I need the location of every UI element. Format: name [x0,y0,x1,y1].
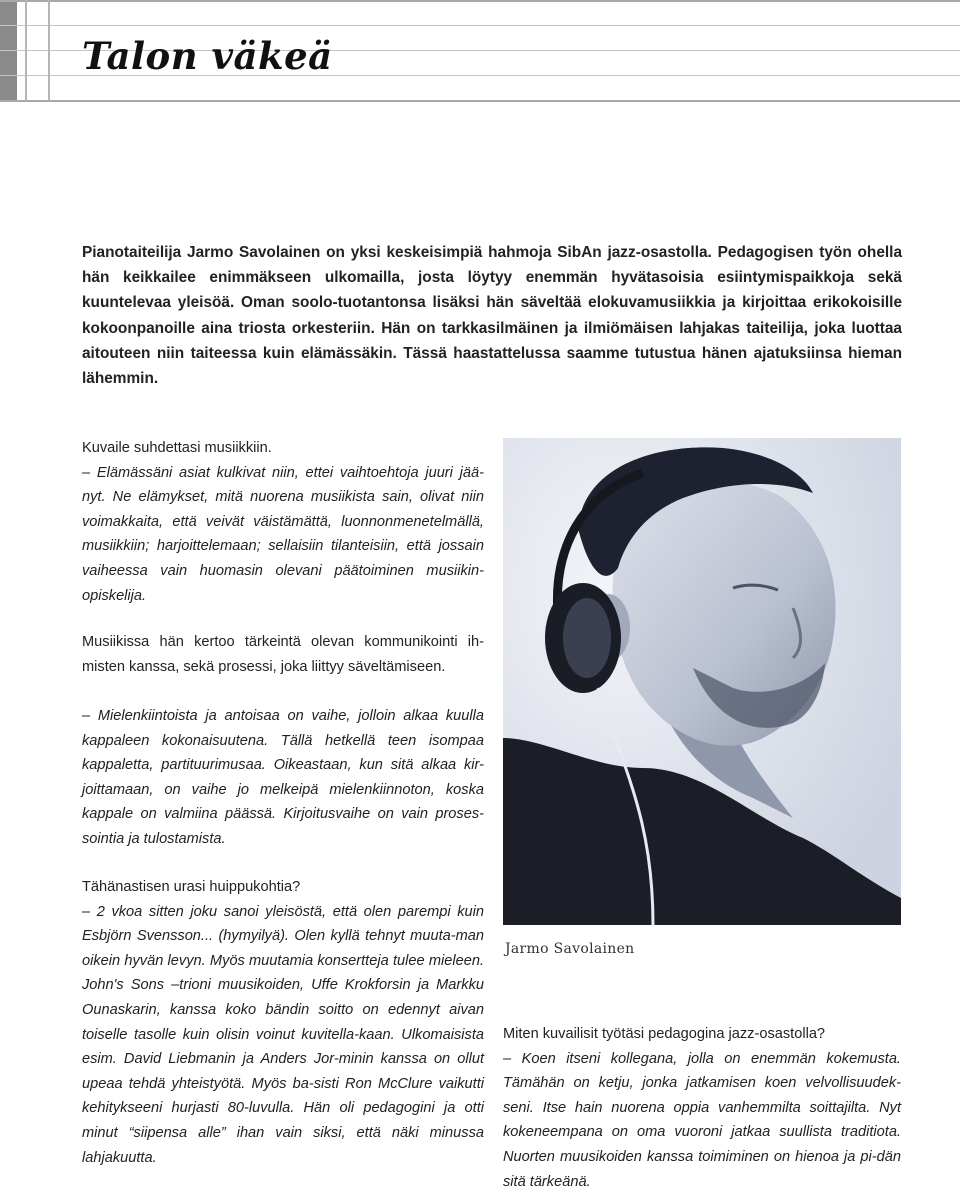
header-line [0,100,960,102]
left-column-block-1 [82,436,484,608]
answer-3: – 2 vkoa sitten joku sanoi yleisöstä, että olen parempi kuin Esbjörn Svensson... (hymyilyä). Olen kyllä tehnyt muuta-man oikein hyvän levyn. Myös muutamia konsertteja tulee mieleen. John's Sons –trioni muusikoiden, Uffe Krokforsin ja Markku Ounaskarin, kanssa koko bändin soitto on edennyt aivan toiselle tasolle kuin olisin voinut kuvitella-kaan. Ulkomaisista esim. David Liebmanin ja Anders Jor-minin kanssa on ollut upeaa tehdä yhteistyötä. Myös ba-sisti Ron McClure vaikutti kehitykseeni hurjasti 80-luvulla. Hän oli pedagogini ja otti minut “siipensa alle” ihan vain siksi, että näki minussa lahjakuutta. [82,903,484,1166]
portrait-photo [503,438,901,925]
statement-2: Musiikissa hän kertoo tärkeintä olevan kommunikointi ih-misten kanssa, sekä prosessi, joka liittyy säveltämiseen. [82,634,484,675]
intro-paragraph: Pianotaiteilija Jarmo Savolainen on yksi keskeisimpiä hahmoja SibAn jazz-osastolla. Pedagogisen työn ohella hän keikkailee enimmäkseen ulkomailla, josta löytyy enemmän hyvätasoisia esiintymispaikkoja sekä kuuntelevaa yleisöä. Oman soolo-tuotantonsa lisäksi hän säveltää elokuvamusiikkia ja kirjoittaa erikokoisille kokoonpanoille aina triosta orkesteriin. Hän on tarkkasilmäinen ja ilmiömäisen lahjakas taiteilija, joka luottaa aitouteen niin taiteessa kuin elämässäkin. Tässä haastattelussa saamme tutustua hänen ajatuksiinsa hieman lähemmin. [82,244,902,388]
photo-caption: Jarmo Savolainen [505,941,635,957]
left-column-block-2 [82,630,484,679]
right-column-block [503,1022,901,1194]
answer-1: – Elämässäni asiat kulkivat niin, ettei vaihtoehtoja juuri jää-nyt. Ne elämykset, mitä nuorena musiikista sain, olivat niin voimakkaita, että veivät väistämättä, luonnonmenetelmällä, musiikkiin; harjoittelemaan; sellaisiin tilanteisiin, että jossain vaiheessa vain huomasin olevani päätoiminen musiikin-opiskelija. [82,464,484,604]
header-divider [48,0,50,101]
question-4: Miten kuvailisit työtäsi pedagogina jazz-osastolla? [503,1026,826,1042]
left-column-block-3 [82,704,484,852]
header-line [0,0,960,2]
question-1: Kuvaile suhdettasi musiikkiin. [82,440,272,456]
answer-4: – Koen itseni kollegana, jolla on enemmän kokemusta. Tämähän on ketju, jonka jatkamisen koen velvollisuudek-seni. Itse hain nuorena oppia vanhemmilta soittajilta. Nyt kokeneempana on oma vuoroni jatkaa suullista traditiota. Nuorten muusikoiden kanssa toimiminen on hienoa ja pi-dän sitä tärkeänä. [503,1050,901,1190]
answer-2: – Mielenkiintoista ja antoisaa on vaihe, jolloin alkaa kuulla kappaleen kokonaisuutena. Tällä hetkellä teen isompaa kappaletta, partituurimusaa. Oikeastaan, kun sitä alkaa kir-joittamaan, on vaihe jo melkeipä mielenkiinnoton, koska kappale on valmiina päässä. Kirjoitusvaihe on vain proses-sointia ja tulostamista. [82,708,484,847]
page-title: Talon väkeä [82,34,333,78]
question-3: Tähänastisen urasi huippukohtia? [82,879,301,895]
left-column-block-4 [82,875,484,1170]
header-divider [25,0,27,101]
header-line [0,25,960,26]
